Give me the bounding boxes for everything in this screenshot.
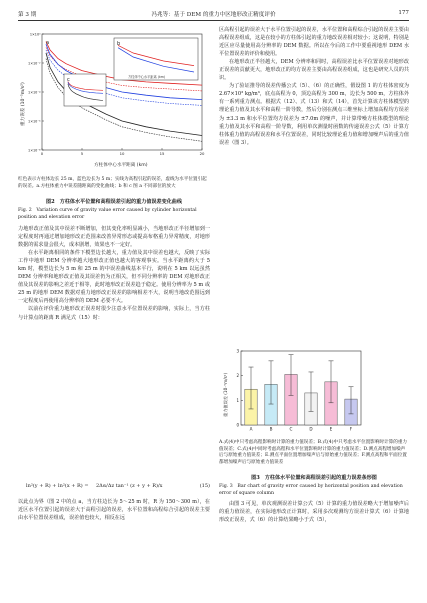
fig2-y-tick-label: 1×10⁰ [29,32,41,37]
page-number: 177 [398,10,409,16]
fig3-category-label: E [329,426,333,432]
right-para-2: 在地形改正半径越大，DEM 分辨率和同时，高程误差比水平位置误差对地形改正误差的贡献更大，地形改正的均方误差主要由高程误差组成，这也是研究人员的共识。 [219,59,409,82]
right-column [219,26,409,147]
equation-15 [26,480,210,494]
fig3-y-tick-label: 2 [236,373,239,379]
fig2-x-tick-label: 20 [199,151,205,156]
fig3-y-tick-label: 0 [236,422,239,428]
fig2-x-axis-label: 方柱体中心水平距离 (km) [94,163,148,168]
figure-2 [16,26,211,174]
left-para-4: 以此点为界（图 2 中的点 a，当方柱边长为 5～25 m 时，R 为 150～300 m），在近区水平位置引起的误差大于高程引起的误差，水平位置和高程综合引起的误差主要由水平位置误差组成，误差值也较大，相反在远 [18,499,210,522]
fig2-x-tick-label: 15 [159,151,165,156]
fig3-plot-frame [241,351,361,425]
fig3-category-label: B [269,426,273,432]
fig2-y-tick-label: 1×10⁻⁴ [28,90,41,95]
right-para-4: 由图 3 可见，单次观测误差计算公式（5）计算的重力值误差略大于增加噪声后的重力值误差，在实际地形改正计算时，采用多次观测均方误差计算式（6）计算地形改正误差，式（6）的计算结果略小于式（5）， [219,501,409,524]
left-para-1: 力地形改正值及其中误差不断增加，但其变化率明显减小，当地形改正半径增加到一定程度时再通过增加地形改正范围来改善异常形态或提高布格重力异常精度，对地形数据的需求量会很大，成本剧增，效果也不一定好。 [18,226,210,249]
figure-3 [219,347,409,437]
fig2-x-tick-label: 0 [40,151,44,156]
equation-15-number: (15) [199,483,210,489]
fig2-title-en: Fig. 2 Variation curve of gravity value error caused by cylinder horizontal position and elevation error [18,208,197,220]
fig2-title-cn: 图2 方柱体水平位置和高程误差引起的重力值误差变化曲线 [46,199,182,205]
fig2-y-tick-label: 1×10⁻⁶ [28,119,41,124]
fig3-y-tick-label: 1 [236,397,239,403]
right-para-1: 区高程引起的误差大于水平位置引起的误差，水平位置和高程综合引起的误差主要由高程误差组成，这是在较小的方柱体引起的重力地改误差相对较小；这说明，特别是近区应尽量使用高分辨率的 DEM 数据。所以在今后的工作中要重视地形 DEM 水平位置误差的评价和使用。 [219,27,409,58]
left-para-2: 在水平距离相同的条件下模型边长越大，重力值及其中误差也越大，反映了实际工作中地形 DEM 分辨率越大地形改正值也越大的客观事实。当水平距离约大于 5 km 时，模型边长为 5 m 和 25 m 的中误差曲线基本平行，说明在 5 km 以远虽然 DEM 分辨率和地形改正值及其误差仍为正相关，但不同分辨率的 DEM 对地形改正值及其误差的影响之差近于相等，此时地形改正误差趋于稳定。使用分辨率为 5 m 或 25 m 的地形 DEM 数据对重力地形改正误差的影响相差不大，说明当地改范围远到一定程度后再使用高分辨率的 DEM 必要不大。 [18,250,210,305]
fig2-y-axis-label: 重力误差 (10⁻⁵m/s²) [21,82,26,126]
equation-15-lhs: ln²(y + R) + ln²(x + R) = [26,483,89,489]
fig2-x-tick-label: 10 [119,151,125,156]
fig2-x-tick-label: 5 [80,151,84,156]
fig3-category-label: D [309,426,313,432]
fig2-label-c: c [67,77,70,83]
fig2-line-chart [16,26,211,174]
fig3-y-tick-label: 3 [236,348,239,354]
fig3-title-cn: 图3 方柱体水平位置和高程误差引起的重力误差条形图 [251,475,377,481]
running-title: 冯兆等：基于 DEM 的重力中区地形改正精度评价 [151,12,276,18]
fig2-label-a: a [46,40,50,46]
fig3-category-label: C [289,426,293,432]
fig2-y-tick-label: 1×10⁻⁸ [28,148,41,153]
fig2-y-tick-label: 1×10⁻² [28,61,41,66]
fig3-description: A.式(4)中只考虑高程影响时计算的重力值误差；B.式(4)中只考虑水平位置影响时计算的重力值误差；C.式(4)中同时考虑高程和水平位置影响时计算的重力值误差；D.测点高程增加噪声后与原始重力值误差；E.测点平面位置增加噪声后与原始重力值误差；F.测点高程和平面位置都增加噪声后与原始重力值误差 [219,440,408,465]
fig2-label-b: b [117,41,121,47]
fig2-description: 红色表示方柱体边长 25 m，蓝色边长为 5 m；实线为高程引起的误差，虚线为水平位置引起的误差。a.方柱体重力中误差随距离的变化曲线；b 和 c 图 a 不同部位的放大 [18,177,207,189]
fig2-inset-xlabel: 方柱体中心水平距离 (km) [128,75,166,79]
fig3-category-label: F [349,426,353,432]
left-para-3: 以前在评价重力地形改正误差时很少注意水平位置误差的影响，实际上，当方柱与计算点的距离 R 满足式（15）时： [18,306,210,321]
equation-15-rhs: 2Δα/Δz tan⁻¹ (z + y + R)/x [96,483,163,489]
right-para-3: 为了验证推导的误差传播公式（5）、（6）的正确性，假设图 1 的方柱体密度为 2.67×10³ kg/m³，底点高程为 0，顶边高程为 300 m，边长为 500 m，方柱体外有一系列重力测点。根据式（12）、式（13）和式（14），首先计算该方柱体模型的理论重力值及其水平和高程一阶导数，然后分别在测点三维坐标上增加高程均方误差为 ±3.3 m 和水平位置均方误差为 ±7.0m 的噪声，并计算带噪方柱体模型的理论重力值及其水平和高程一阶导数，利用单次测量时函数的传递误差公式（5）计算方柱体重力值的高程误差和水平位置误差，同时比较理论重力值和增加噪声后的重力值误差（图 3）。 [219,83,409,146]
fig3-title-en: Fig. 3 Bar chart of gravity error caused by horizontal position and elevation error of square column [219,484,403,496]
issue-number: 第 3 期 [18,12,37,18]
fig3-category-label: A [249,426,253,432]
running-header [18,8,409,21]
right-column-bottom [219,500,409,524]
left-column [18,225,210,322]
left-column-bottom [18,498,210,522]
fig3-y-axis-label: 重力值误差 (10⁻⁵m/s²) [223,372,228,417]
fig3-bar-chart [219,347,409,437]
